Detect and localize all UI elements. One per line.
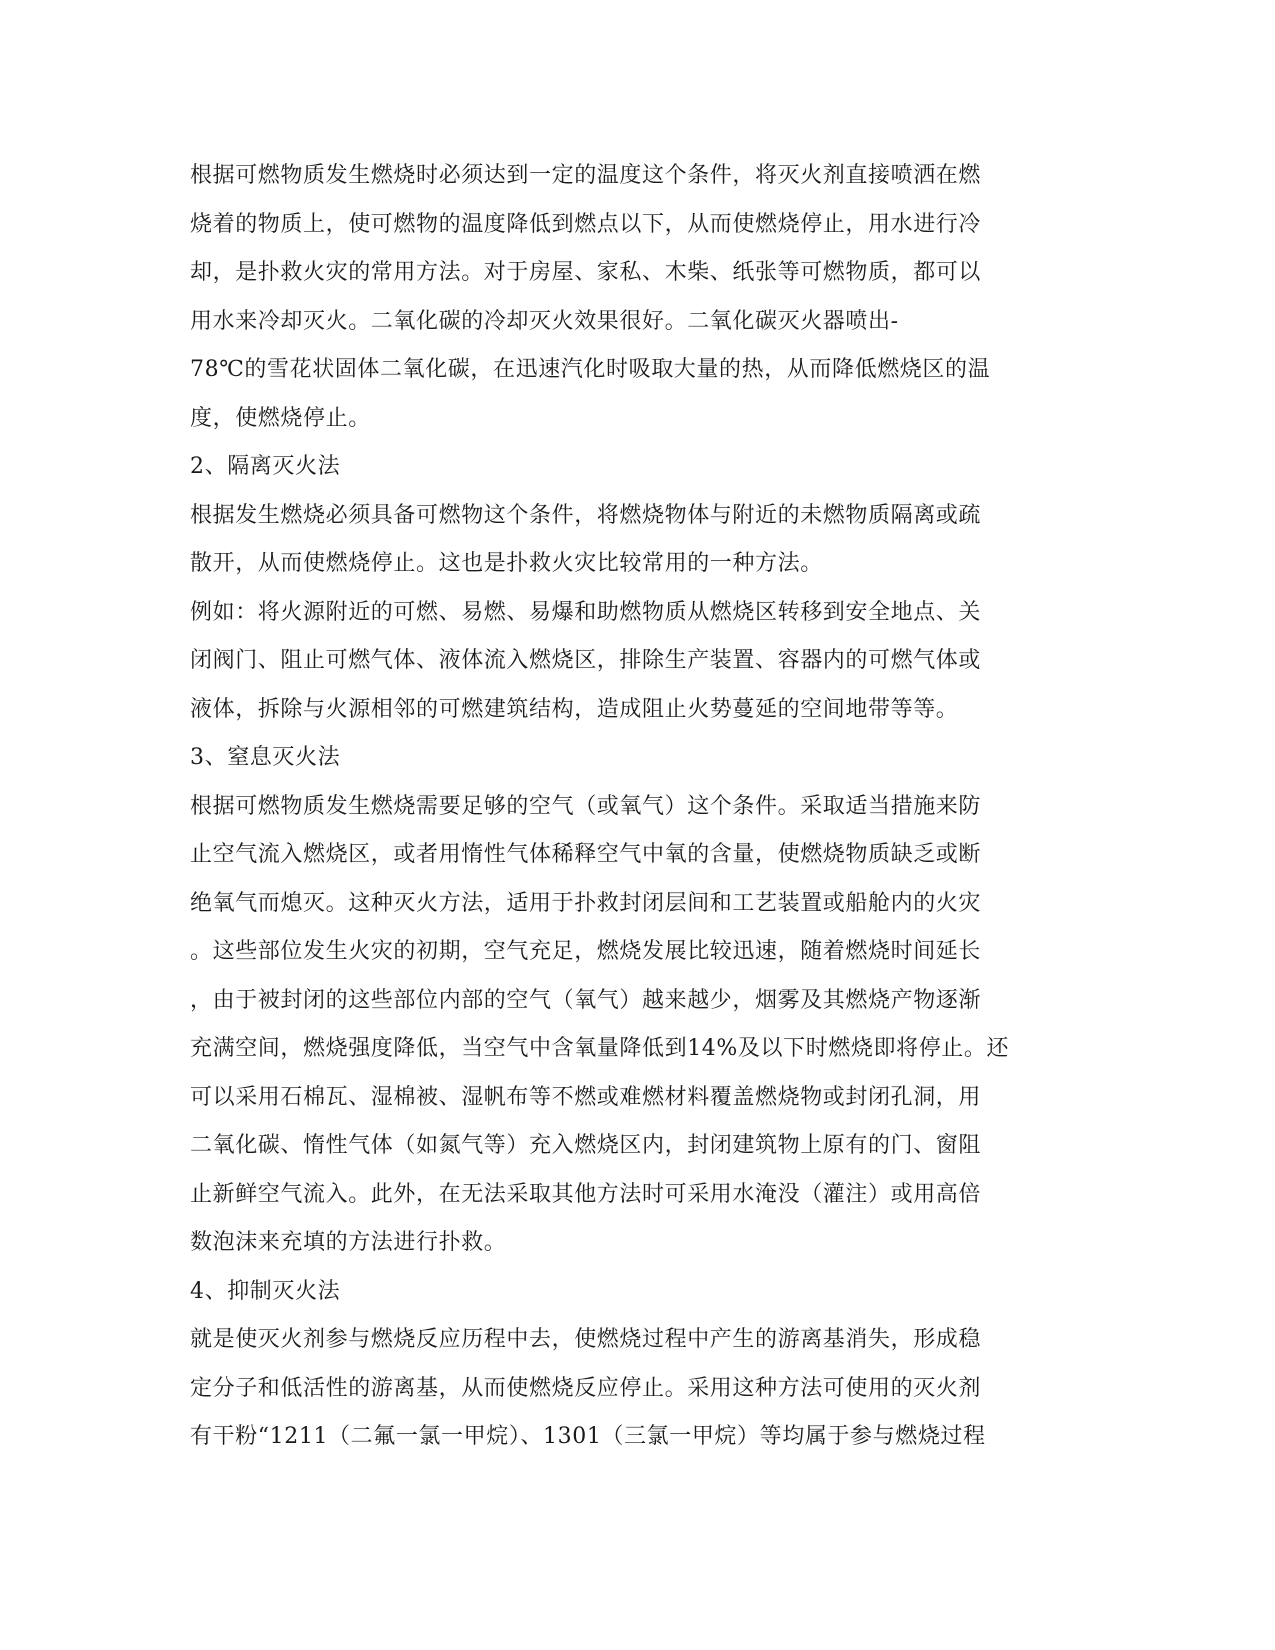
body-line: 散开，从而使燃烧停止。这也是扑救火灾比较常用的一种方法。	[190, 551, 823, 576]
body-line: 却，是扑救火灾的常用方法。对于房屋、家私、木柴、纸张等可燃物质，都可以	[190, 260, 982, 285]
body-line: 。这些部位发生火灾的初期，空气充足，燃烧发展比较迅速，随着燃烧时间延长	[190, 939, 982, 964]
body-line: 根据可燃物质发生燃烧时必须达到一定的温度这个条件，将灭火剂直接喷洒在燃	[190, 163, 982, 188]
body-line: 充满空间，燃烧强度降低，当空气中含氧量降低到14%及以下时燃烧即将停止。还	[190, 1036, 1010, 1061]
section-heading: 2、隔离灭火法	[190, 454, 341, 479]
body-line: 二氧化碳、惰性气体（如氮气等）充入燃烧区内，封闭建筑物上原有的门、窗阻	[190, 1133, 982, 1158]
section-heading: 3、窒息灭火法	[190, 745, 341, 770]
document-body	[190, 152, 1075, 1462]
body-line: 就是使灭火剂参与燃烧反应历程中去，使燃烧过程中产生的游离基消失，形成稳	[190, 1327, 982, 1352]
body-line: 根据发生燃烧必须具备可燃物这个条件，将燃烧物体与附近的未燃物质隔离或疏	[190, 502, 982, 528]
body-line: 闭阀门、阻止可燃气体、液体流入燃烧区，排除生产装置、容器内的可燃气体或	[190, 648, 982, 673]
body-line: 绝氧气而熄灭。这种灭火方法，适用于扑救封闭层间和工艺装置或船舱内的火灾	[190, 890, 982, 916]
body-line: 根据可燃物质发生燃烧需要足够的空气（或氧气）这个条件。采取适当措施来防	[190, 793, 982, 819]
body-line: 烧着的物质上，使可燃物的温度降低到燃点以下，从而使燃烧停止，用水进行冷	[190, 211, 982, 237]
body-line: 有干粉“1211（二氟一氯一甲烷）、1301（三氯一甲烷）等均属于参与燃烧过程	[190, 1424, 986, 1449]
body-line: 止新鲜空气流入。此外，在无法采取其他方法时可采用水淹没（灌注）或用高倍	[190, 1181, 982, 1207]
body-line: 78℃的雪花状固体二氧化碳，在迅速汽化时吸取大量的热，从而降低燃烧区的温	[190, 357, 991, 382]
body-line: 定分子和低活性的游离基，从而使燃烧反应停止。采用这种方法可使用的灭火剂	[190, 1375, 982, 1401]
body-line: 止空气流入燃烧区，或者用惰性气体稀释空气中氧的含量，使燃烧物质缺乏或断	[190, 842, 982, 867]
body-line: 数泡沫来充填的方法进行扑救。	[190, 1230, 507, 1255]
body-line: ，由于被封闭的这些部位内部的空气（氧气）越来越少，烟雾及其燃烧产物逐渐	[190, 987, 982, 1013]
body-line: 可以采用石棉瓦、湿棉被、湿帆布等不燃或难燃材料覆盖燃烧物或封闭孔洞，用	[190, 1084, 982, 1110]
body-line: 度，使燃烧停止。	[190, 405, 371, 431]
section-heading: 4、抑制灭火法	[190, 1278, 341, 1304]
body-line: 液体，拆除与火源相邻的可燃建筑结构，造成阻止火势蔓延的空间地带等等。	[190, 696, 959, 722]
body-line: 用水来冷却灭火。二氧化碳的冷却灭火效果很好。二氧化碳灭火器喷出-	[190, 308, 899, 334]
body-line: 例如：将火源附近的可燃、易燃、易爆和助燃物质从燃烧区转移到安全地点、关	[190, 599, 982, 625]
